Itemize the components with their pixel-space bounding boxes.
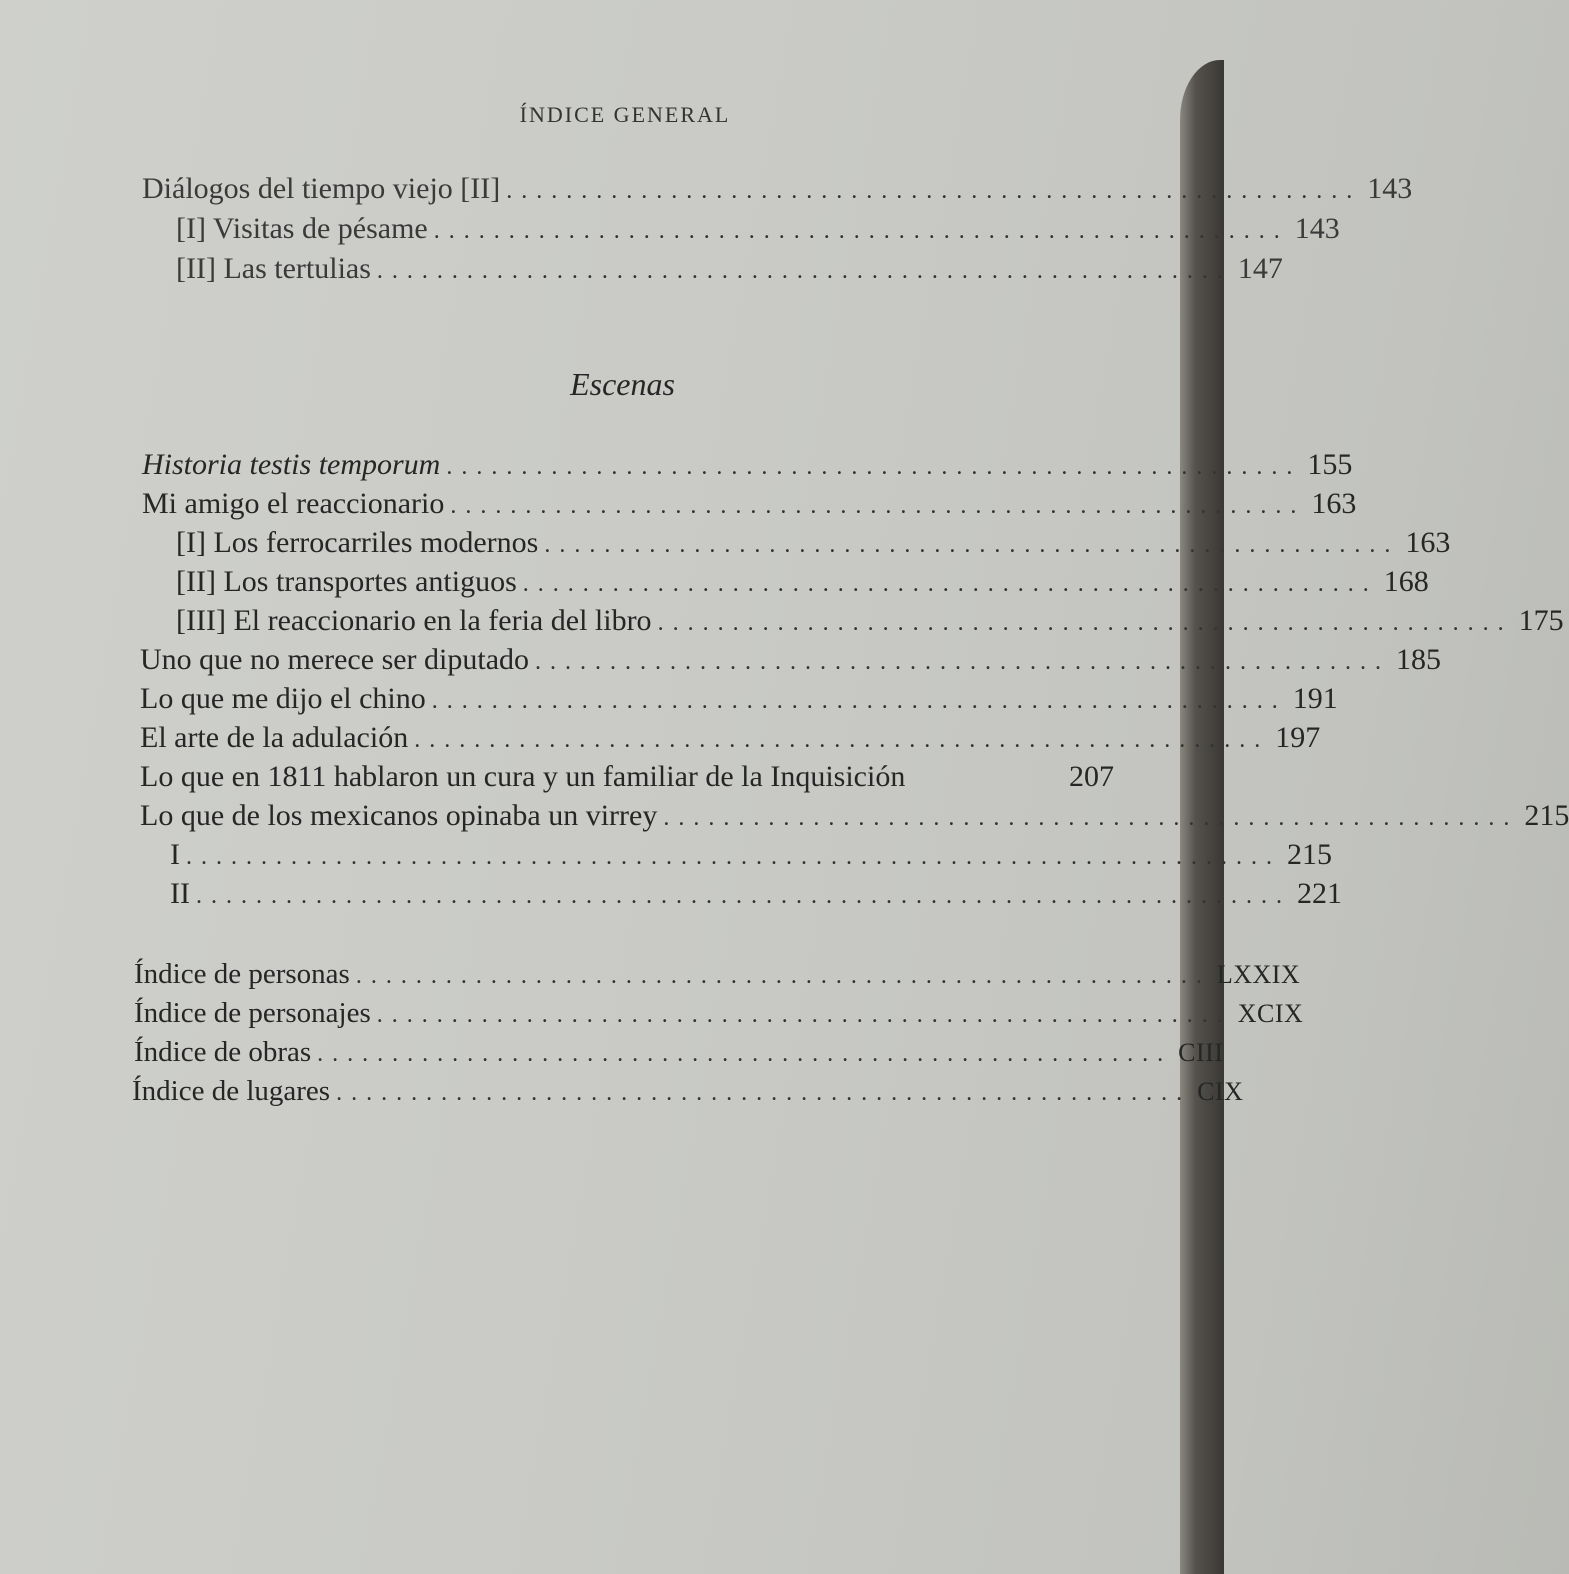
toc-entry-page: 155 bbox=[1307, 448, 1353, 481]
toc-entry bbox=[134, 1036, 1224, 1069]
toc-entry bbox=[142, 252, 1283, 286]
toc-entry-title: [III] El reaccionario en la feria del libro bbox=[176, 604, 652, 637]
toc-entry bbox=[140, 799, 1569, 833]
toc-entry-title: [I] Los ferrocarriles modernos bbox=[176, 526, 539, 559]
toc-entry-page: 163 bbox=[1405, 526, 1451, 559]
toc-entry-page: 147 bbox=[1237, 252, 1283, 285]
toc-entry bbox=[140, 643, 1442, 677]
dot-leader: ......................................................... bbox=[544, 532, 1400, 558]
toc-entry-title: I bbox=[170, 838, 180, 871]
dot-leader: ......................................................... bbox=[663, 805, 1519, 831]
toc-entry-page: 221 bbox=[1296, 877, 1342, 910]
toc-entry-page: CIII bbox=[1178, 1038, 1224, 1067]
dot-leader: ......................................................... bbox=[657, 610, 1513, 636]
toc-entry-title: [I] Visitas de pésame bbox=[176, 212, 428, 245]
toc-entry bbox=[142, 212, 1340, 246]
dot-leader: ......................................................... bbox=[317, 1041, 1173, 1067]
toc-entry-page: XCIX bbox=[1237, 999, 1304, 1028]
toc-entry bbox=[142, 604, 1564, 638]
toc-entry-page: 175 bbox=[1518, 604, 1564, 637]
dot-leader: ......................................................................... bbox=[195, 883, 1291, 909]
dot-leader: ......................................................... bbox=[431, 688, 1287, 714]
toc-entry-title: Lo que en 1811 hablaron un cura y un familiar de la Inquisición bbox=[140, 760, 906, 793]
toc-entry bbox=[140, 760, 1114, 794]
toc-entry-page: 143 bbox=[1367, 172, 1413, 205]
toc-entry-page: 215 bbox=[1524, 799, 1569, 832]
toc-entry-title: Mi amigo el reaccionario bbox=[142, 487, 445, 520]
dot-leader: ......................................................... bbox=[450, 493, 1306, 519]
toc-entry-title: Índice de lugares bbox=[132, 1075, 331, 1107]
toc-entry bbox=[136, 877, 1342, 911]
toc-entry bbox=[142, 565, 1429, 599]
toc-entry bbox=[142, 448, 1353, 482]
dot-leader: ......................................................... bbox=[433, 218, 1289, 244]
toc-entry bbox=[140, 682, 1338, 716]
toc-entry bbox=[140, 721, 1321, 755]
toc-entry-title: Historia testis temporum bbox=[142, 448, 441, 481]
toc-entry bbox=[142, 526, 1451, 560]
dot-leader: ......................................................... bbox=[336, 1080, 1192, 1106]
toc-entry bbox=[132, 1075, 1244, 1108]
toc-entry-title: II bbox=[170, 877, 190, 910]
toc-entry-title: Lo que de los mexicanos opinaba un virrey bbox=[140, 799, 658, 832]
dot-leader: ......................................................... bbox=[535, 649, 1391, 675]
toc-entry bbox=[136, 838, 1332, 872]
dot-leader: ......................................................................... bbox=[186, 844, 1281, 870]
dot-leader: ......................................................... bbox=[414, 727, 1270, 753]
toc-entry-page: CIX bbox=[1197, 1077, 1244, 1106]
running-head: ÍNDICE GENERAL bbox=[519, 102, 731, 127]
toc-entry-page: 207 bbox=[1069, 760, 1114, 793]
toc-entry-title: Uno que no merece ser diputado bbox=[140, 643, 530, 676]
dot-leader: ......................................................... bbox=[355, 963, 1211, 989]
toc-entry bbox=[134, 958, 1301, 991]
toc-entry bbox=[142, 487, 1357, 521]
toc-entry-title: Índice de personajes bbox=[134, 997, 371, 1029]
toc-entry bbox=[134, 997, 1304, 1030]
dot-leader: ......................................................... bbox=[376, 1002, 1232, 1028]
toc-entry-page: 185 bbox=[1396, 643, 1442, 676]
dot-leader: ......................................................... bbox=[506, 178, 1362, 204]
toc-entry-title: Lo que me dijo el chino bbox=[140, 682, 426, 715]
toc-entry-page: 215 bbox=[1287, 838, 1332, 871]
toc-entry-page: LXXIX bbox=[1216, 960, 1301, 989]
toc-entry-title: Diálogos del tiempo viejo [II] bbox=[142, 172, 501, 205]
toc-entry bbox=[142, 172, 1413, 206]
section-title: Escenas bbox=[570, 366, 675, 402]
toc-entry-page: 143 bbox=[1294, 212, 1340, 245]
toc-entry-title: [II] Las tertulias bbox=[176, 252, 371, 285]
toc-entry-page: 191 bbox=[1292, 682, 1338, 715]
toc-entry-page: 197 bbox=[1275, 721, 1321, 754]
toc-entry-title: Índice de obras bbox=[134, 1036, 312, 1068]
dot-leader: ......................................................... bbox=[446, 454, 1302, 480]
dot-leader: ......................................................... bbox=[376, 258, 1232, 284]
toc-entry-page: 163 bbox=[1311, 487, 1357, 520]
toc-entry-title: El arte de la adulación bbox=[140, 721, 409, 754]
toc-entry-page: 168 bbox=[1383, 565, 1429, 598]
toc-entry-title: Índice de personas bbox=[134, 958, 350, 990]
toc-entry-title: [II] Los transportes antiguos bbox=[176, 565, 517, 598]
dot-leader: ......................................................... bbox=[522, 571, 1378, 597]
